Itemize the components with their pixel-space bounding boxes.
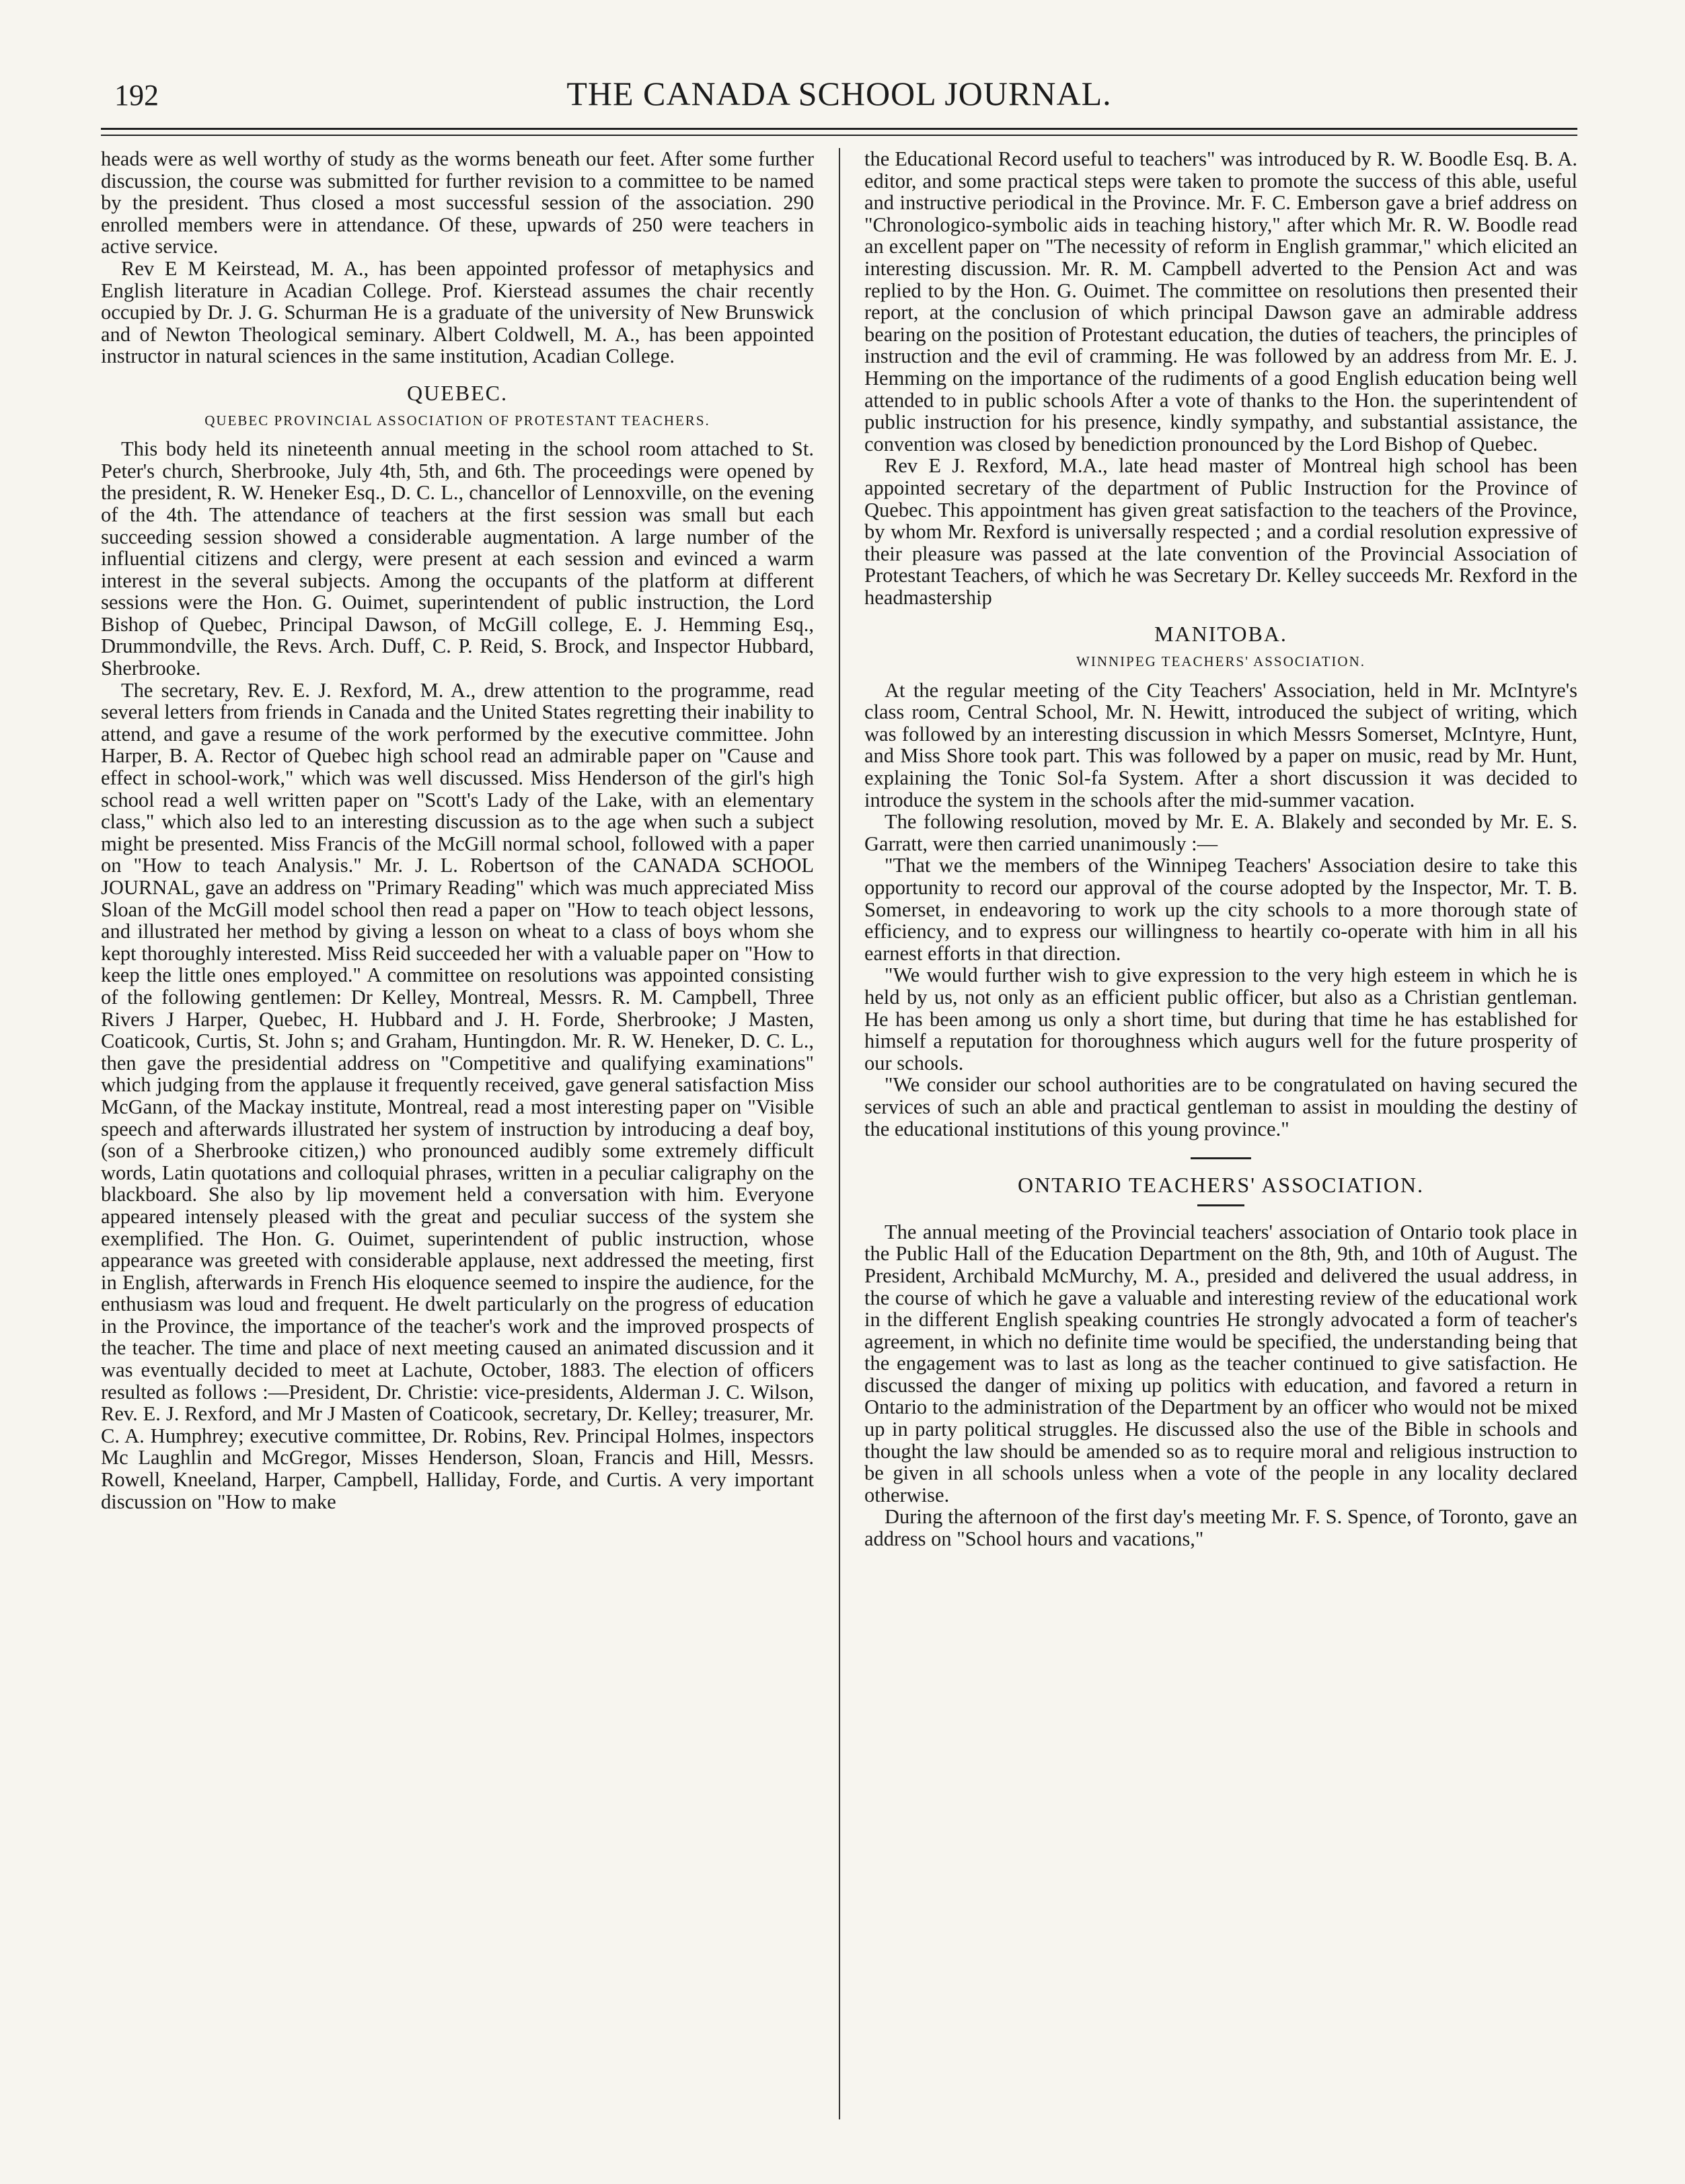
right-column [864,148,1577,2119]
section-title-quebec: QUEBEC. [407,380,508,405]
paragraph: This body held its nineteenth annual meeting in the school room attached to St. Peter's church, Sherbrooke, July 4th, 5th, and 6th. The proceedings were opened by the president, R. W. Heneker Esq., D. C. L., chancellor of Lennoxville, on the evening of the 4th. The attendance of teachers at the first session was small but each succeeding session showed a considerable augmentation. A large number of the influential citizens and clergy, were present at each session and evinced a warm interest in the several subjects. Among the occupants of the platform at different sessions were the Hon. G. Ouimet, superintendent of public instruction, the Lord Bishop of Quebec, Principal Dawson, of McGill college, E. J. Hemming Esq., Drummondville, the Revs. Arch. Duff, C. P. Reid, S. Brock, and Inspector Hubbard, Sherbrooke. [101,437,814,680]
page-header [101,74,1577,121]
paragraph: "We would further wish to give expression to the very high esteem in which he is held by us, not only as an efficient public officer, but also as a Christian gentleman. He has been among us only a short time, but during that time he has established for himself a reputation for thoroughness which augurs well for the future prosperity of our schools. [864,963,1577,1075]
section-subtitle-quebec: QUEBEC PROVINCIAL ASSOCIATION OF PROTESTANT TEACHERS. [204,412,710,429]
page-number: 192 [114,79,159,112]
section-separator [1197,1204,1244,1206]
section-separator [1191,1157,1251,1159]
column-divider [839,148,840,2119]
paragraph: "We consider our school authorities are to be congratulated on having secured the services of such an able and practical gentleman to assist in moulding the destiny of the educational institutions of this young province." [864,1073,1577,1140]
paragraph: The secretary, Rev. E. J. Rexford, M. A., drew attention to the programme, read several letters from friends in Canada and the United States regretting their inability to attend, and gave a resume of the work performed by the executive committee. John Harper, B. A. Rector of Quebec high school read an admirable paper on "Cause and effect in school-work," which was well discussed. Miss Henderson of the girl's high school read a well written paper on "Scott's Lady of the Lake, with an elementary class," which also led to an interesting discussion as to the age when such a subject might be presented. Miss Francis of the McGill normal school, followed with a paper on "How to teach Analysis." Mr. J. L. Robertson of the CANADA SCHOOL JOURNAL, gave an address on "Primary Reading" which was much appreciated Miss Sloan of the McGill model school then read a paper on "How to teach object lessons, and illustrated her method by giving a lesson on wheat to a class of boys whom she kept thoroughly interested. Miss Reid succeeded her with a valuable paper on "How to keep the little ones employed." A committee on resolutions was appointed consisting of the following gentlemen: Dr Kelley, Montreal, Messrs. R. M. Campbell, Three Rivers J Harper, Quebec, H. Hubbard and J. H. Forde, Sherbrooke; J Masten, Coaticook, Curtis, St. John s; and Graham, Huntingdon. Mr. R. W. Heneker, D. C. L., then gave the presidential address on "Competitive and qualifying examinations" which judging from the applause it frequently received, gave general satisfaction Miss McGann, of the Mackay institute, Montreal, read a most interesting paper on "Visible speech and afterwards illustrated her system of instruction by introducing a deaf boy, (son of a Sherbrooke citizen,) who pronounced audibly some extremely difficult words, Latin quotations and colloquial phrases, written in a peculiar caligraphy on the blackboard. She also by lip movement held a conversation with him. Everyone appeared intensely pleased with the great and peculiar success of the system she exemplified. The Hon. G. Ouimet, superintendent of public instruction, whose appearance was greeted with considerable applause, next addressed the meeting, first in English, afterwards in French His eloquence seemed to inspire the audience, for the enthusiasm was loud and frequent. He dwelt particularly on the progress of education in the Province, the importance of the teacher's work and the improved prospects of the teacher. The time and place of next meeting caused an animated discussion and it was eventually decided to meet at Lachute, October, 1883. The election of officers resulted as follows :—President, Dr. Christie: vice-presidents, Alderman J. C. Wilson, Rev. E. J. Rexford, and Mr J Masten of Coaticook, secretary, Dr. Kelley; treasurer, Mr. C. A. Humphrey; executive committee, Dr. Robins, Rev. Principal Holmes, inspectors Mc Laughlin and McGregor, Misses Henderson, Sloan, Francis and Hill, Messrs. Rowell, Kneeland, Harper, Campbell, Halliday, Forde, and Curtis. A very important discussion on "How to make [101,678,814,1513]
paragraph: Rev E J. Rexford, M.A., late head master of Montreal high school has been appointed secretary of the department of Public Instruction for the Province of Quebec. This appointment has given great satisfaction to the teachers of the Province, by whom Mr. Rexford is universally respected ; and a cordial resolution expressive of their pleasure was passed at the late convention of the Provincial Association of Protestant Teachers, of which he was Secretary Dr. Kelley succeeds Mr. Rexford in the headmastership [864,454,1577,609]
paragraph: "That we the members of the Winnipeg Teachers' Association desire to take this opportunity to record our approval of the course adopted by the Inspector, Mr. T. B. Somerset, in endeavoring to work up the city schools to a more thorough state of efficiency, and to express our willingness to heartily co-operate with him in all his earnest efforts in that direction. [864,854,1577,965]
paragraph: At the regular meeting of the City Teachers' Association, held in Mr. McIntyre's class room, Central School, Mr. N. Hewitt, introduced the subject of writing, which was followed by an interesting discussion in which Messrs Somerset, McIntyre, Hunt, and Miss Shore took part. This was followed by a paper on music, read by Mr. Hunt, explaining the Tonic Sol-fa System. After a short discussion it was decided to introduce the system in the schools after the mid-summer vacation. [864,678,1577,811]
paragraph: the Educational Record useful to teachers" was introduced by R. W. Boodle Esq. B. A. editor, and some practical steps were taken to promote the success of this able, useful and instructive periodical in the Province. Mr. F. C. Emberson gave a brief address on "Chronologico-symbolic aids in teaching history," after which Mr. R. W. Boodle read an excellent paper on "The necessity of reform in English grammar," which elicited an interesting discussion. Mr. R. M. Campbell adverted to the Pension Act and was replied to by the Hon. G. Ouimet. The committee on resolutions then presented their report, at the conclusion of which principal Dawson gave an admirable address bearing on the position of Protestant education, the duties of teachers, the principles of instruction and the evil of cramming. He was followed by an address from Mr. E. J. Hemming on the importance of the rudiments of a good English education being well attended to in public schools After a vote of thanks to the Hon. the superintendent of public instruction for his presence, kindly sympathy, and substantial assistance, the convention was closed by benediction pronounced by the Lord Bishop of Quebec. [864,148,1577,456]
header-rule-bottom [101,135,1577,136]
header-rule-top [101,128,1577,130]
paragraph: During the afternoon of the first day's meeting Mr. F. S. Spence, of Toronto, gave an address on "School hours and vacations," [864,1505,1577,1551]
paragraph: The annual meeting of the Provincial teachers' association of Ontario took place in the Public Hall of the Education Department on the 8th, 9th, and 10th of August. The President, Archibald McMurchy, M. A., presided and delivered the usual address, in the course of which he gave a valuable and interesting review of the educational work in the different English speaking countries He strongly advocated a form of teacher's agreement, in which no definite time would be specified, the understanding being that the engagement was to last as long as the teacher continued to give satisfaction. He discussed the danger of mixing up politics with education, and favored a return in Ontario to the administration of the Department by an officer who would not be mixed up in party political struggles. He discussed also the use of the Bible in schools and thought the law should be amended so as to require moral and religious instruction to be given in all schools unless when a vote of the people in any locality declared otherwise. [864,1220,1577,1506]
paragraph: Rev E M Keirstead, M. A., has been appointed professor of metaphysics and English literature in Acadian College. Prof. Kierstead assumes the chair recently occupied by Dr. J. G. Schurman He is a graduate of the university of New Brunswick and of Newton Theological seminary. Albert Coldwell, M. A., has been appointed instructor in natural sciences in the same institution, Acadian College. [101,256,814,368]
paragraph: The following resolution, moved by Mr. E. A. Blakely and seconded by Mr. E. S. Garratt, were then carried unanimously :— [864,810,1577,855]
paragraph: heads were as well worthy of study as the worms beneath our feet. After some further discussion, the course was submitted for further revision to a committee to be named by the president. Thus closed a most successful session of the association. 290 enrolled members were in attendance. Of these, upwards of 250 were teachers in active service. [101,148,814,258]
left-column [101,148,814,2119]
section-title-ontario: ONTARIO TEACHERS' ASSOCIATION. [1018,1173,1424,1198]
journal-title: THE CANADA SCHOOL JOURNAL. [566,75,1112,112]
section-subtitle-manitoba: WINNIPEG TEACHERS' ASSOCIATION. [1076,653,1365,670]
journal-page [101,74,1577,2119]
article-columns [101,148,1577,2119]
section-title-manitoba: MANITOBA. [1154,622,1287,647]
